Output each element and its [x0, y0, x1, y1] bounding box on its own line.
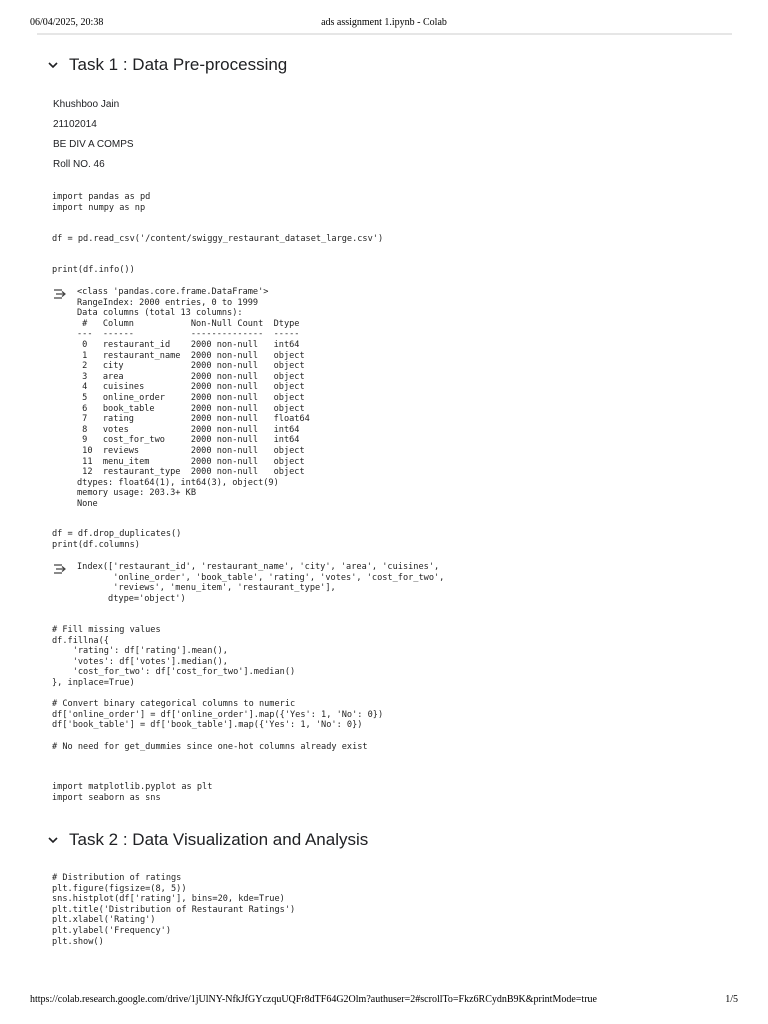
section-task1 [46, 55, 287, 75]
student-name: Khushboo Jain [53, 99, 120, 110]
code-cell-print-info[interactable]: print(df.info()) [52, 265, 135, 275]
output-toggle-icon[interactable] [53, 288, 67, 300]
section-title: Task 2 : Data Visualization and Analysis [69, 830, 369, 849]
code-cell-histplot[interactable]: # Distribution of ratings plt.figure(figsize=(8, 5)) sns.histplot(df['rating'], bins=20, kde=True) plt.title('Distribution of Restaurant Ratings') plt.xlabel('Rating') plt.ylabel('Frequency') plt.show() [52, 873, 296, 947]
section-task2 [46, 830, 368, 850]
chevron-down-icon[interactable] [46, 58, 60, 72]
print-header [30, 17, 738, 31]
output-toggle-icon[interactable] [53, 563, 67, 575]
student-id: 21102014 [53, 119, 97, 130]
cell-output-info: <class 'pandas.core.frame.DataFrame'> RangeIndex: 2000 entries, 0 to 1999 Data columns (total 13 columns): # Column Non-Null Count Dtype --- ------ -------------- ----- 0 restaurant_id 2000 non-null int64 1 restaurant_name 2000 non-null object 2 city 2000 non-null object 3 area 2000 non-null object 4 cuisines 2000 non-null object 5 online_order 2000 non-null object 6 book_table 2000 non-null object 7 rating 2000 non-null float64 8 votes 2000 non-null int64 9 cost_for_two 2000 non-null int64 10 reviews 2000 non-null object 11 menu_item 2000 non-null object 12 restaurant_type 2000 non-null object dtypes: float64(1), int64(3), object(9) memory usage: 203.3+ KB None [77, 287, 310, 509]
student-roll: Roll NO. 46 [53, 159, 105, 170]
code-cell-fillna[interactable]: # Fill missing values df.fillna({ 'rating': df['rating'].mean(), 'votes': df['votes'].median(), 'cost_for_two': df['cost_for_two'].median() }, inplace=True) # Convert binary categorical columns to numeric df['online_order'] = df['online_order'].map({'Yes': 1, 'No': 0}) df['book_table'] = df['book_table'].map({'Yes': 1, 'No': 0}) # No need for get_dummies since one-hot columns already exist [52, 625, 384, 752]
code-cell-drop-duplicates[interactable]: df = df.drop_duplicates() print(df.columns) [52, 529, 182, 550]
code-cell-imports-plot[interactable]: import matplotlib.pyplot as plt import seaborn as sns [52, 782, 213, 803]
cell-output-columns: Index(['restaurant_id', 'restaurant_name', 'city', 'area', 'cuisines', 'online_order', 'book_table', 'rating', 'votes', 'cost_for_two', 'reviews', 'menu_item', 'restaurant_type'], dtype='object') [77, 562, 445, 604]
print-url: https://colab.research.google.com/drive/1jUlNY-NfkJfGYczquUQFr8dTF64G2Olm?authuser=2#scrollTo=Fkz6RCydnB9K&printMode=true [30, 994, 597, 1005]
chevron-down-icon[interactable] [46, 833, 60, 847]
section-title: Task 1 : Data Pre-processing [69, 55, 288, 74]
page-number: 1/5 [725, 994, 738, 1005]
print-footer [30, 994, 738, 1008]
header-divider [37, 33, 732, 35]
print-title: ads assignment 1.ipynb - Colab [321, 17, 447, 28]
student-class: BE DIV A COMPS [53, 139, 134, 150]
code-cell-imports[interactable]: import pandas as pd import numpy as np [52, 192, 151, 213]
code-cell-read-csv[interactable]: df = pd.read_csv('/content/swiggy_restaurant_dataset_large.csv') [52, 234, 384, 244]
print-datetime: 06/04/2025, 20:38 [30, 17, 104, 28]
